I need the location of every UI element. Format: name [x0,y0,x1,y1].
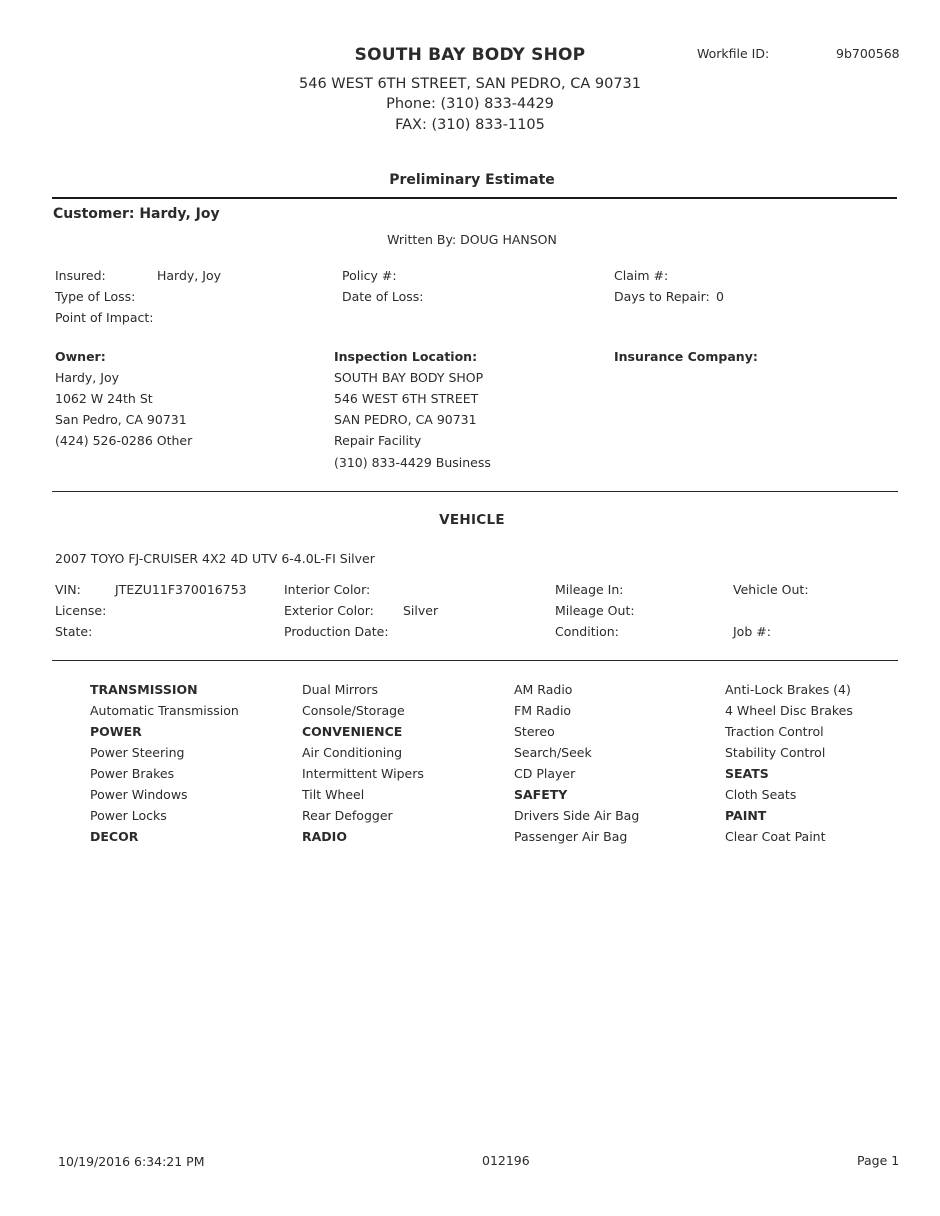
footer-page: Page 1 [857,1153,900,1168]
owner-heading: Owner: [55,349,106,364]
exterior-color-value: Silver [403,603,439,618]
option-item: FM Radio [514,703,572,718]
title-divider [52,197,897,199]
option-item: Power Locks [90,808,167,823]
footer-timestamp: 10/19/2016 6:34:21 PM [58,1154,205,1169]
option-item: Dual Mirrors [302,682,378,697]
days-to-repair-value: 0 [716,289,724,304]
shop-fax: FAX: (310) 833-1105 [395,117,545,133]
footer-code: 012196 [482,1153,530,1168]
workfile-label: Workfile ID: [697,46,770,61]
inspection-city: SAN PEDRO, CA 90731 [334,412,477,427]
shop-address: 546 WEST 6TH STREET, SAN PEDRO, CA 90731 [299,76,641,92]
option-item: Clear Coat Paint [725,829,826,844]
option-category: RADIO [302,829,347,844]
option-category: SAFETY [514,787,568,802]
option-item: Tilt Wheel [302,787,365,802]
option-item: AM Radio [514,682,573,697]
option-category: DECOR [90,829,139,844]
vehicle-heading: VEHICLE [439,512,505,528]
exterior-color-label: Exterior Color: [284,603,374,618]
job-label: Job #: [733,624,771,639]
mileage-in-label: Mileage In: [555,582,624,597]
option-item: 4 Wheel Disc Brakes [725,703,853,718]
option-item: Air Conditioning [302,745,403,760]
vin-label: VIN: [55,582,81,597]
insured-value: Hardy, Joy [157,268,221,283]
workfile-id: 9b700568 [836,46,900,61]
insurance-heading: Insurance Company: [614,349,758,364]
vin-value: JTEZU11F370016753 [115,582,247,597]
shop-phone: Phone: (310) 833-4429 [386,96,554,112]
option-item: Stereo [514,724,555,739]
insured-label: Insured: [55,268,106,283]
option-category: POWER [90,724,142,739]
document-title: Preliminary Estimate [389,172,555,188]
vehicle-divider [52,660,898,661]
option-item: Anti-Lock Brakes (4) [725,682,851,697]
shop-name: SOUTH BAY BODY SHOP [354,45,586,65]
production-date-label: Production Date: [284,624,389,639]
option-category: TRANSMISSION [90,682,198,697]
option-item: Power Windows [90,787,188,802]
option-item: Search/Seek [514,745,592,760]
date-of-loss-label: Date of Loss: [342,289,424,304]
condition-label: Condition: [555,624,619,639]
owner-street: 1062 W 24th St [55,391,153,406]
written-by: Written By: DOUG HANSON [387,232,557,247]
option-item: Automatic Transmission [90,703,239,718]
point-of-impact-label: Point of Impact: [55,310,154,325]
customer-line: Customer: Hardy, Joy [53,206,220,222]
option-item: Passenger Air Bag [514,829,628,844]
inspection-phone: (310) 833-4429 Business [334,455,491,470]
owner-divider [52,491,898,492]
owner-name: Hardy, Joy [55,370,119,385]
owner-city: San Pedro, CA 90731 [55,412,187,427]
option-category: CONVENIENCE [302,724,403,739]
vehicle-out-label: Vehicle Out: [733,582,809,597]
owner-phone: (424) 526-0286 Other [55,433,193,448]
policy-label: Policy #: [342,268,397,283]
option-item: Stability Control [725,745,826,760]
option-item: Power Brakes [90,766,175,781]
option-item: Drivers Side Air Bag [514,808,640,823]
option-category: PAINT [725,808,767,823]
vehicle-description: 2007 TOYO FJ-CRUISER 4X2 4D UTV 6-4.0L-FI Silver [55,551,375,566]
inspection-type: Repair Facility [334,433,422,448]
option-category: SEATS [725,766,769,781]
days-to-repair-label: Days to Repair: [614,289,710,304]
license-label: License: [55,603,107,618]
inspection-name: SOUTH BAY BODY SHOP [334,370,484,385]
option-item: CD Player [514,766,576,781]
claim-label: Claim #: [614,268,669,283]
option-item: Traction Control [725,724,824,739]
option-item: Power Steering [90,745,185,760]
state-label: State: [55,624,93,639]
option-item: Rear Defogger [302,808,393,823]
mileage-out-label: Mileage Out: [555,603,635,618]
option-item: Cloth Seats [725,787,797,802]
inspection-heading: Inspection Location: [334,349,478,364]
interior-color-label: Interior Color: [284,582,371,597]
option-item: Console/Storage [302,703,405,718]
inspection-street: 546 WEST 6TH STREET [334,391,479,406]
type-of-loss-label: Type of Loss: [55,289,136,304]
option-item: Intermittent Wipers [302,766,424,781]
